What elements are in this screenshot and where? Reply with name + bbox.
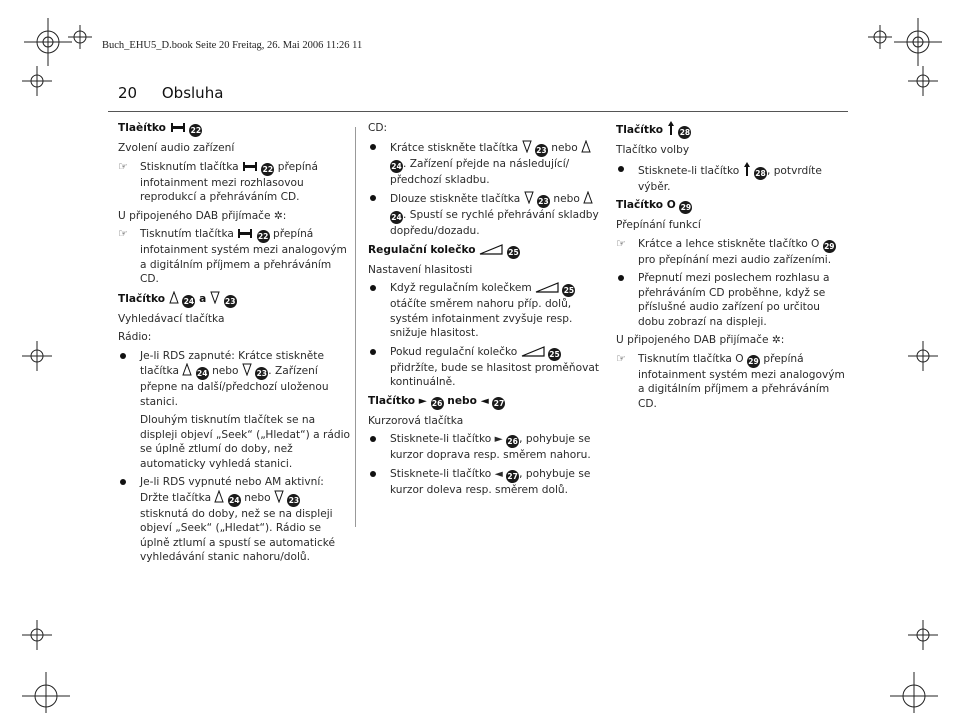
seek-up-icon <box>182 363 192 376</box>
crop-mark-left-middle <box>22 341 52 371</box>
heading-o-button: Tlačítko O 29 <box>616 199 692 212</box>
callout-badge: 24 <box>229 495 240 505</box>
bullet-item: Stisknete-li tlačítko 28, potvrdíte výběr. <box>616 162 848 195</box>
callout-badge: 24 <box>391 161 402 171</box>
callout-badge: 29 <box>824 241 835 251</box>
callout-badge: 29 <box>680 203 692 212</box>
hint-item: ☞ Tisknutím tlačítka O 29 přepíná infotainment systém mezi analogovým a digitálním příjmem a přehráváním CD. <box>616 351 845 410</box>
seek-up-icon <box>214 490 224 503</box>
seek-down-icon <box>524 191 534 204</box>
callout-badge: 29 <box>748 356 759 366</box>
seek-down-icon <box>242 363 252 376</box>
column-divider <box>355 127 356 527</box>
seek-down-icon <box>274 490 284 503</box>
seek-down-icon <box>522 140 532 153</box>
callout-badge: 23 <box>288 495 300 505</box>
subheading: Přepínání funkcí <box>616 219 701 231</box>
hand-pointer-icon: ☞ <box>118 159 128 173</box>
hand-pointer-icon: ☞ <box>118 227 128 240</box>
arrow-left-icon: ◄ <box>480 394 489 407</box>
crop-mark-bottom-left <box>22 672 70 713</box>
section-title: Obsluha <box>161 84 224 102</box>
subheading: Vyhledávací tlačítka <box>118 312 225 325</box>
column-2 <box>368 121 600 501</box>
subheading: Kurzorová tlačítka <box>368 414 464 427</box>
seek-up-icon <box>169 291 179 304</box>
bullet-item: Když regulačním kolečkem 25 otáčíte směrem nahoru příp. dolů, systém infotainment zvyšuje resp. snižuje hlasitost. <box>390 282 575 339</box>
page-number: 20 <box>118 84 138 102</box>
callout-badge: 24 <box>196 369 208 378</box>
hint-item: ☞ Tisknutím tlačítka 22 přepíná infotainment systém mezi analogovým a digitálním příjmem a přehráváním CD. <box>118 227 347 285</box>
seek-down-icon <box>210 291 220 304</box>
volume-knob-icon <box>479 244 503 255</box>
callout-badge: 25 <box>549 349 560 359</box>
volume-knob-icon <box>535 282 559 293</box>
crop-mark-left-bottom <box>22 620 52 650</box>
heading-volume-knob: Regulační kolečko 25 <box>368 243 519 257</box>
dab-note: U připojeného DAB přijímače ✲: <box>118 209 287 222</box>
callout-badge: 23 <box>256 369 267 378</box>
crop-mark-left-upper <box>22 66 52 96</box>
dab-icon: ✲ <box>273 209 283 222</box>
volume-knob-icon <box>521 346 545 357</box>
crop-mark-right-middle <box>908 341 938 371</box>
bullet-item: Přepnutí mezi poslechem rozhlasu a přehráváním CD proběhne, když se příslušné audio zařízení po určitou dobu zobrazí na displeji. <box>638 272 830 328</box>
dab-icon: ✲ <box>771 334 781 346</box>
bullet-item: Pokud regulační kolečko 25 přidržíte, bude se hlasitost proměňovat kontinuálně. <box>390 345 600 388</box>
heading-seek-buttons: Tlačítko 24 a 23 <box>118 292 236 306</box>
bullet-item: Dlouze stiskněte tlačítka 23 nebo 24. Spustí se rychlé přehrávání skladby dopředu/dozadu. <box>390 193 599 237</box>
crop-mark-top-right-small <box>868 25 892 49</box>
callout-badge: 23 <box>536 145 547 155</box>
callout-badge: 23 <box>224 296 236 306</box>
source-button-icon <box>170 122 186 133</box>
hand-pointer-icon: ☞ <box>616 351 626 365</box>
callout-badge: 24 <box>183 296 195 306</box>
heading-cursor-buttons: Tlačítko ► 26 nebo ◄ 27 <box>368 394 505 408</box>
print-header: Buch_EHU5_D.book Seite 20 Freitag, 26. Mai 2006 11:26 11 <box>102 40 363 51</box>
bullet-item: Krátce stiskněte tlačítka 23 nebo 24. Zařízení přejde na následující/ předchozí skladbu. <box>368 140 600 188</box>
bullet-item: Je-li RDS zapnuté: Krátce stiskněte tlačítka 24 nebo 23. Zařízení přepne na další/předchozí uloženou stanici. <box>140 349 329 408</box>
callout-badge: 23 <box>538 197 549 206</box>
subheading: Tlačítko volby <box>616 144 690 156</box>
bullet-item: Stisknete-li tlačítko ◄ 27, pohybuje se kurzor doleva resp. směrem dolů. <box>390 467 591 496</box>
page-title <box>118 84 223 102</box>
dab-note: U připojeného DAB přijímače ✲: <box>616 334 785 346</box>
arrow-right-icon: ► <box>494 433 503 445</box>
select-button-icon <box>743 162 751 176</box>
bullet-item: Je-li RDS vypnuté nebo AM aktivní: Držte tlačítka 24 nebo 23 stisknutá do doby, než se na displeji objeví „Seek“ („Hledat“). Rádio se úplně ztlumí a spustí se automatické vyhledávání stanic nahoru/dolů. <box>140 476 336 563</box>
callout-badge: 22 <box>262 164 274 174</box>
bullet-continuation: Dlouhým tisknutím tlačítek se na displeji objeví „Seek“ („Hledat“) a rádio se úplně ztlumí do doby, než automaticky vyhledá stanici. <box>140 414 350 470</box>
hand-pointer-icon: ☞ <box>616 236 626 250</box>
seek-up-icon <box>583 191 593 204</box>
crop-mark-top-right <box>890 14 946 70</box>
arrow-left-icon: ◄ <box>494 467 503 480</box>
callout-badge: 28 <box>679 128 691 137</box>
callout-badge: 22 <box>190 126 202 135</box>
seek-up-icon <box>581 140 591 153</box>
bullet-item: Stisknete-li tlačítko ► 26, pohybuje se kurzor doprava resp. směrem nahoru. <box>390 433 591 461</box>
source-button-icon <box>242 161 258 172</box>
callout-badge: 26 <box>431 398 443 408</box>
callout-badge: 25 <box>563 286 575 295</box>
heading-select-button: Tlačítko 28 <box>616 121 848 139</box>
callout-badge: 27 <box>493 398 505 408</box>
heading-source-button: Tlaèítko 22 <box>118 122 202 135</box>
source-button-icon <box>237 228 253 239</box>
crop-mark-right-upper <box>908 66 938 96</box>
arrow-right-icon: ► <box>418 394 427 407</box>
callout-badge: 25 <box>508 247 519 257</box>
select-button-icon <box>667 121 675 135</box>
callout-badge: 26 <box>507 437 518 446</box>
subheading: Nastavení hlasitosti <box>368 263 473 276</box>
label-radio: Rádio: <box>118 331 152 343</box>
hint-item: ☞ Stisknutím tlačítka 22 přepíná infotainment mezi rozhlasovou reprodukcí a přehráváním CD. <box>118 159 319 203</box>
callout-badge: 27 <box>507 471 518 481</box>
crop-mark-top-left-small <box>68 25 92 49</box>
subheading: Zvolení audio zařízení <box>118 142 235 154</box>
callout-badge: 28 <box>755 168 766 178</box>
crop-mark-right-bottom <box>908 620 938 650</box>
callout-badge: 24 <box>391 213 402 222</box>
column-3 <box>616 121 848 415</box>
header-rule <box>108 111 848 112</box>
column-1 <box>118 121 350 569</box>
label-cd: CD: <box>368 122 388 134</box>
crop-mark-bottom-right <box>890 672 938 713</box>
callout-badge: 22 <box>257 232 269 241</box>
hint-item: ☞ Krátce a lehce stiskněte tlačítko O 29 pro přepínání mezi audio zařízeními. <box>616 236 835 266</box>
